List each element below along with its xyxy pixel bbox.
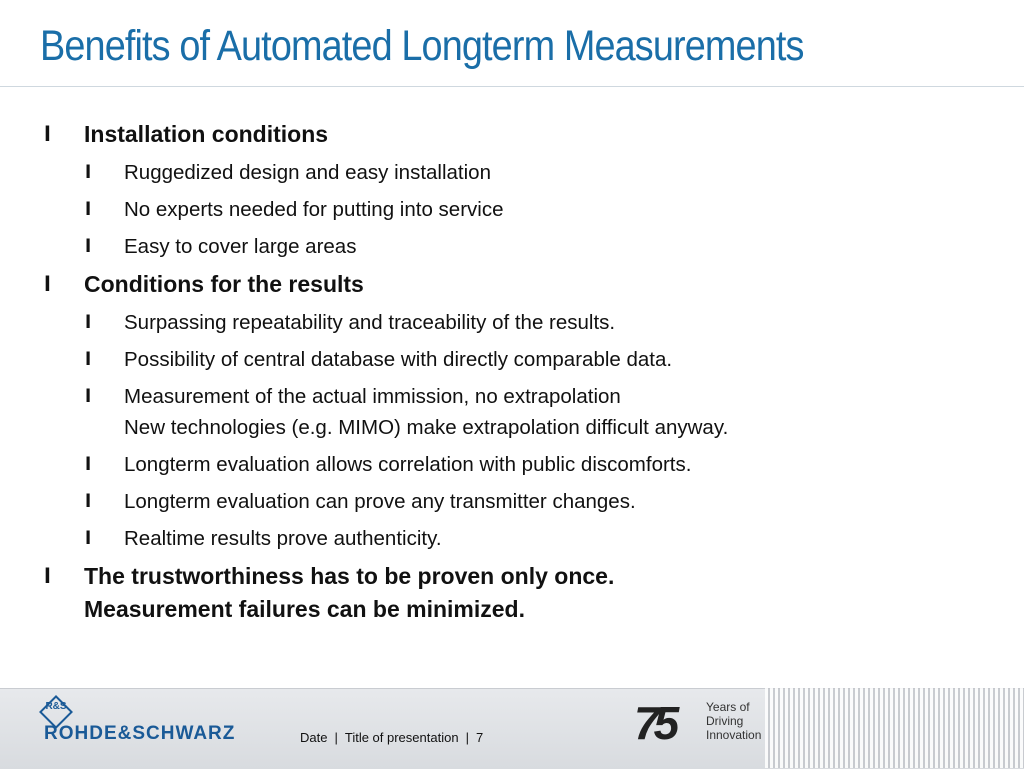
bullet-item-level2 — [0, 307, 1024, 338]
bullet-text: Measurement failures can be minimized. — [84, 596, 525, 622]
anniversary-line: Innovation — [706, 728, 762, 742]
bullet-text: Measurement of the actual immission, no extrapolation — [124, 385, 621, 408]
anniversary-line: Years of — [706, 700, 750, 714]
bullet-item-level1 — [0, 268, 1024, 301]
slide-title: Benefits of Automated Longterm Measurements — [40, 22, 804, 70]
bullet-marker-icon: l — [44, 272, 51, 296]
bullet-text: Realtime results prove authenticity. — [124, 527, 442, 550]
bullet-marker-icon: l — [44, 122, 51, 146]
bullet-text: Longterm evaluation can prove any transmitter changes. — [124, 490, 636, 513]
bullet-item-level1 — [0, 118, 1024, 151]
title-divider — [0, 86, 1024, 87]
footer-separator: | — [334, 730, 338, 745]
bullet-marker-icon: l — [85, 162, 92, 183]
bullet-text: No experts needed for putting into service — [124, 198, 504, 221]
bullet-list — [0, 118, 1024, 632]
anniversary-line: Driving — [706, 714, 744, 728]
rs-logo-mark: R&S — [45, 701, 67, 712]
bullet-item-level2 — [0, 486, 1024, 517]
bullet-text: Conditions for the results — [84, 271, 364, 297]
page-number: 7 — [475, 730, 484, 745]
bullet-item-level2 — [0, 231, 1024, 262]
bullet-marker-icon: l — [85, 386, 92, 407]
bullet-marker-icon: l — [85, 454, 92, 475]
bullet-item-level1 — [0, 560, 1024, 626]
bullet-marker-icon: l — [85, 349, 92, 370]
bullet-marker-icon: l — [85, 312, 92, 333]
bullet-marker-icon: l — [85, 199, 92, 220]
bullet-item-level2 — [0, 381, 1024, 443]
footer-separator: | — [465, 730, 469, 745]
footer-info — [300, 730, 483, 745]
bullet-marker-icon: l — [85, 491, 92, 512]
company-logo: ROHDE&SCHWARZ — [44, 723, 236, 744]
footer-presentation-title: Title of presentation — [344, 730, 459, 745]
bullet-text: The trustworthiness has to be proven only once. — [84, 563, 615, 589]
bullet-marker-icon: l — [85, 236, 92, 257]
footer-date: Date — [300, 730, 328, 745]
footer-stripes — [765, 688, 1024, 768]
bullet-item-level2 — [0, 194, 1024, 225]
bullet-item-level2 — [0, 344, 1024, 375]
anniversary-logo: 75 — [634, 697, 674, 749]
bullet-marker-icon: l — [85, 528, 92, 549]
bullet-text: New technologies (e.g. MIMO) make extrapolation difficult anyway. — [124, 416, 729, 439]
bullet-text: Surpassing repeatability and traceability of the results. — [124, 311, 616, 334]
anniversary-text — [706, 700, 766, 742]
bullet-item-level2 — [0, 157, 1024, 188]
bullet-text: Ruggedized design and easy installation — [124, 161, 491, 184]
bullet-item-level2 — [0, 449, 1024, 480]
bullet-text: Easy to cover large areas — [124, 235, 357, 258]
bullet-text: Installation conditions — [84, 121, 329, 147]
bullet-text: Possibility of central database with directly comparable data. — [124, 348, 673, 371]
bullet-marker-icon: l — [44, 564, 51, 588]
bullet-item-level2 — [0, 523, 1024, 554]
bullet-text: Longterm evaluation allows correlation with public discomforts. — [124, 453, 692, 476]
